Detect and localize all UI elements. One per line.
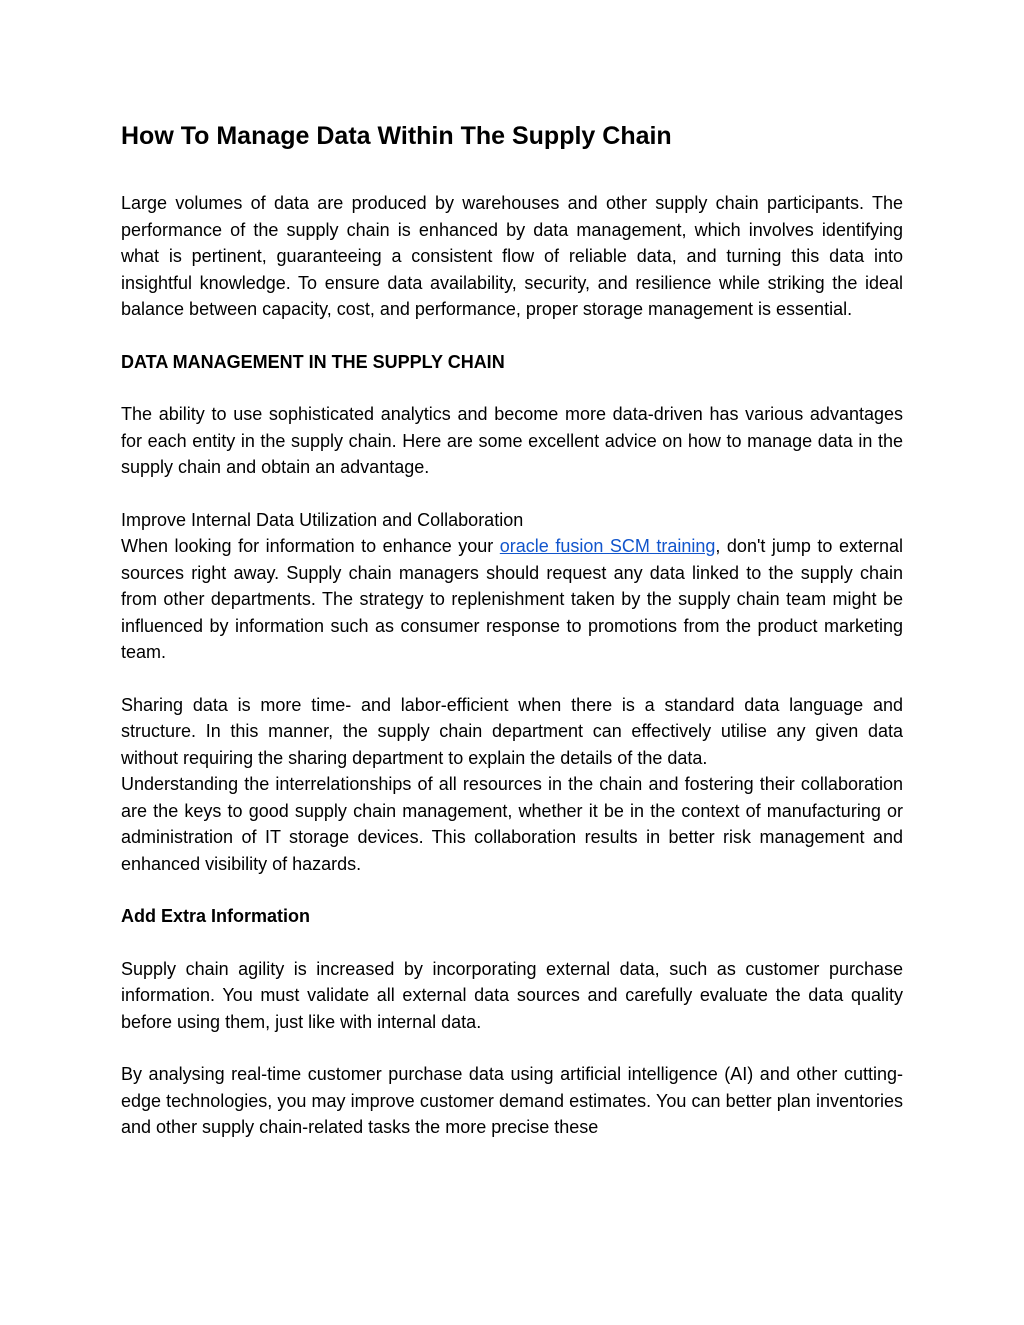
section2-paragraph-2: By analysing real-time customer purchase data using artificial intelligence (AI) and other cutting-edge technologies, you may improve customer demand estimates. You can better plan inventories and other supply chain-related tasks the more precise these	[121, 1064, 903, 1137]
section-heading-data-management: DATA MANAGEMENT IN THE SUPPLY CHAIN	[121, 351, 505, 372]
page-title: How To Manage Data Within The Supply Chain	[121, 122, 672, 150]
oracle-fusion-scm-training-link[interactable]: oracle fusion SCM training	[499, 536, 716, 556]
section1-paragraph-4: Understanding the interrelationships of all resources in the chain and fostering their collaboration are the keys to good supply chain management, whether it be in the context of manufacturing or administration of IT storage devices. This collaboration results in better risk management and enhanced visibility of hazards.	[121, 774, 903, 874]
paragraph-text-after-link: , don't jump to external sources right away. Supply chain managers should request any data linked to the supply chain from other departments. The strategy to replenishment taken by the supply chain team might be influenced by information such as consumer response to promotions from the product marketing team.	[121, 536, 903, 662]
section1-paragraph-3: Sharing data is more time- and labor-efficient when there is a standard data language and structure. In this manner, the supply chain department can effectively utilise any given data without requiring the sharing department to explain the details of the data.	[121, 694, 903, 768]
paragraph-text-before-link: When looking for information to enhance your	[121, 536, 500, 556]
subheading-internal-data: Improve Internal Data Utilization and Collaboration	[121, 509, 524, 530]
section2-paragraph-1: Supply chain agility is increased by incorporating external data, such as customer purchase information. You must validate all external data sources and carefully evaluate the data quality before using them, just like with internal data.	[121, 958, 903, 1032]
section-heading-add-extra-information: Add Extra Information	[121, 906, 311, 926]
section1-paragraph-2	[121, 507, 903, 666]
document-page	[121, 118, 903, 1167]
section1-paragraph-1: The ability to use sophisticated analytics and become more data-driven has various advantages for each entity in the supply chain. Here are some excellent advice on how to manage data in the supply chain and obtain an advantage.	[121, 404, 903, 477]
intro-paragraph: Large volumes of data are produced by warehouses and other supply chain participants. The performance of the supply chain is enhanced by data management, which involves identifying what is pertinent, guaranteeing a consistent flow of reliable data, and turning this data into insightful knowledge. To ensure data availability, security, and resilience while striking the ideal balance between capacity, cost, and performance, proper storage management is essential.	[121, 193, 903, 319]
